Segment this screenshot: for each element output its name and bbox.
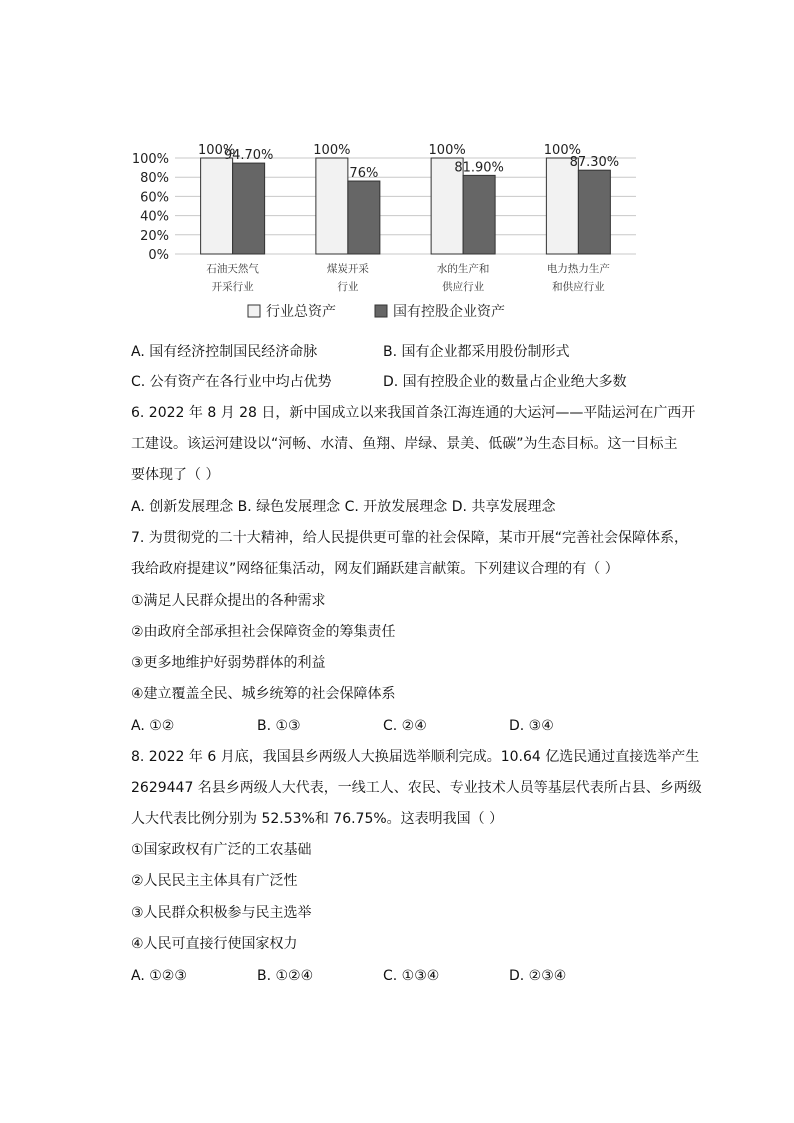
bar-data-label: 81.90% xyxy=(454,160,504,176)
bar-data-label: 76% xyxy=(349,166,379,182)
y-tick-label: 20% xyxy=(140,228,169,244)
x-tick-label: 供应行业 xyxy=(442,281,485,293)
x-tick-label: 行业 xyxy=(337,281,359,293)
y-tick-label: 40% xyxy=(140,209,169,225)
q7-item-4: ④建立覆盖全民、城乡统筹的社会保障体系 xyxy=(131,686,396,702)
legend-swatch xyxy=(248,305,260,317)
q6-options: A. 创新发展理念 B. 绿色发展理念 C. 开放发展理念 D. 共享发展理念 xyxy=(131,499,556,515)
q5-option-d: D. 国有控股企业的数量占企业绝大多数 xyxy=(383,374,627,390)
x-tick-label: 石油天然气 xyxy=(206,263,259,275)
q5-option-a: A. 国有经济控制国民经济命脉 xyxy=(131,344,318,360)
bar xyxy=(316,158,348,254)
x-tick-label: 电力热力生产 xyxy=(546,263,610,275)
bar xyxy=(546,158,578,254)
q8-option-d: D. ②③④ xyxy=(509,968,567,984)
q7-stem-line-2: 我给政府提建议”网络征集活动，网友们踊跃建言献策。下列建议合理的有（ ） xyxy=(131,561,619,577)
q7-option-c: C. ②④ xyxy=(383,718,427,734)
bar xyxy=(463,175,495,254)
legend-label: 国有控股企业资产 xyxy=(393,304,505,320)
x-tick-label: 煤炭开采 xyxy=(326,263,369,275)
legend-swatch xyxy=(375,305,387,317)
y-tick-label: 80% xyxy=(140,171,169,187)
q8-option-c: C. ①③④ xyxy=(383,968,440,984)
q8-option-a: A. ①②③ xyxy=(131,968,187,984)
q6-stem-line-3: 要体现了（ ） xyxy=(131,467,220,483)
q6-stem-line-2: 工建设。该运河建设以“河畅、水清、鱼翔、岸绿、景美、低碳”为生态目标。这一目标主 xyxy=(131,436,678,452)
bar xyxy=(233,163,265,254)
q8-item-1: ①国家政权有广泛的工农基础 xyxy=(131,842,312,858)
bar xyxy=(348,181,380,254)
x-tick-label: 和供应行业 xyxy=(552,281,605,293)
x-tick-label: 水的生产和 xyxy=(436,263,490,275)
q7-item-3: ③更多地维护好弱势群体的利益 xyxy=(131,655,326,671)
q8-stem-line-3: 人大代表比例分别为 52.53%和 76.75%。这表明我国（ ） xyxy=(131,811,504,827)
legend-label: 行业总资产 xyxy=(266,304,336,320)
bar-data-label: 100% xyxy=(428,143,466,158)
q7-stem-line-1: 7. 为贯彻党的二十大精神，给人民提供更可靠的社会保障，某市开展“完善社会保障体系， xyxy=(131,530,689,546)
bar xyxy=(201,158,233,254)
bar-data-label: 100% xyxy=(543,143,581,158)
q8-item-2: ②人民民主主体具有广泛性 xyxy=(131,873,298,889)
bar-data-label: 87.30% xyxy=(569,155,620,171)
q5-option-b: B. 国有企业都采用股份制形式 xyxy=(383,344,570,360)
q7-item-2: ②由政府全部承担社会保障资金的筹集责任 xyxy=(131,624,396,640)
y-tick-label: 0% xyxy=(148,248,169,263)
q7-option-b: B. ①③ xyxy=(257,718,301,734)
bar-data-label: 100% xyxy=(198,143,236,158)
y-tick-label: 100% xyxy=(131,152,169,167)
q7-item-1: ①满足人民群众提出的各种需求 xyxy=(131,593,326,609)
q8-stem-line-1: 8. 2022 年 6 月底，我国县乡两级人大换届选举顺利完成。10.64 亿选民通过直接选举产生 xyxy=(131,749,700,765)
q5-option-c: C. 公有资产在各行业中均占优势 xyxy=(131,374,332,390)
y-tick-label: 60% xyxy=(140,190,169,206)
q8-option-b: B. ①②④ xyxy=(257,968,314,984)
bar-data-label: 100% xyxy=(313,143,351,158)
q8-stem-line-2: 2629447 名县乡两级人大代表，一线工人、农民、专业技术人员等基层代表所占县、乡两级 xyxy=(131,780,702,796)
x-tick-label: 开采行业 xyxy=(211,281,254,293)
q7-option-d: D. ③④ xyxy=(509,718,554,734)
bar-data-label: 94.70% xyxy=(223,148,274,164)
bar xyxy=(578,170,610,254)
q6-stem-line-1: 6. 2022 年 8 月 28 日，新中国成立以来我国首条江海连通的大运河——平陆运河在广西开 xyxy=(131,405,696,421)
q8-item-3: ③人民群众积极参与民主选举 xyxy=(131,905,312,921)
q8-item-4: ④人民可直接行使国家权力 xyxy=(131,936,298,952)
q7-option-a: A. ①② xyxy=(131,718,175,734)
bar-chart xyxy=(120,130,680,330)
